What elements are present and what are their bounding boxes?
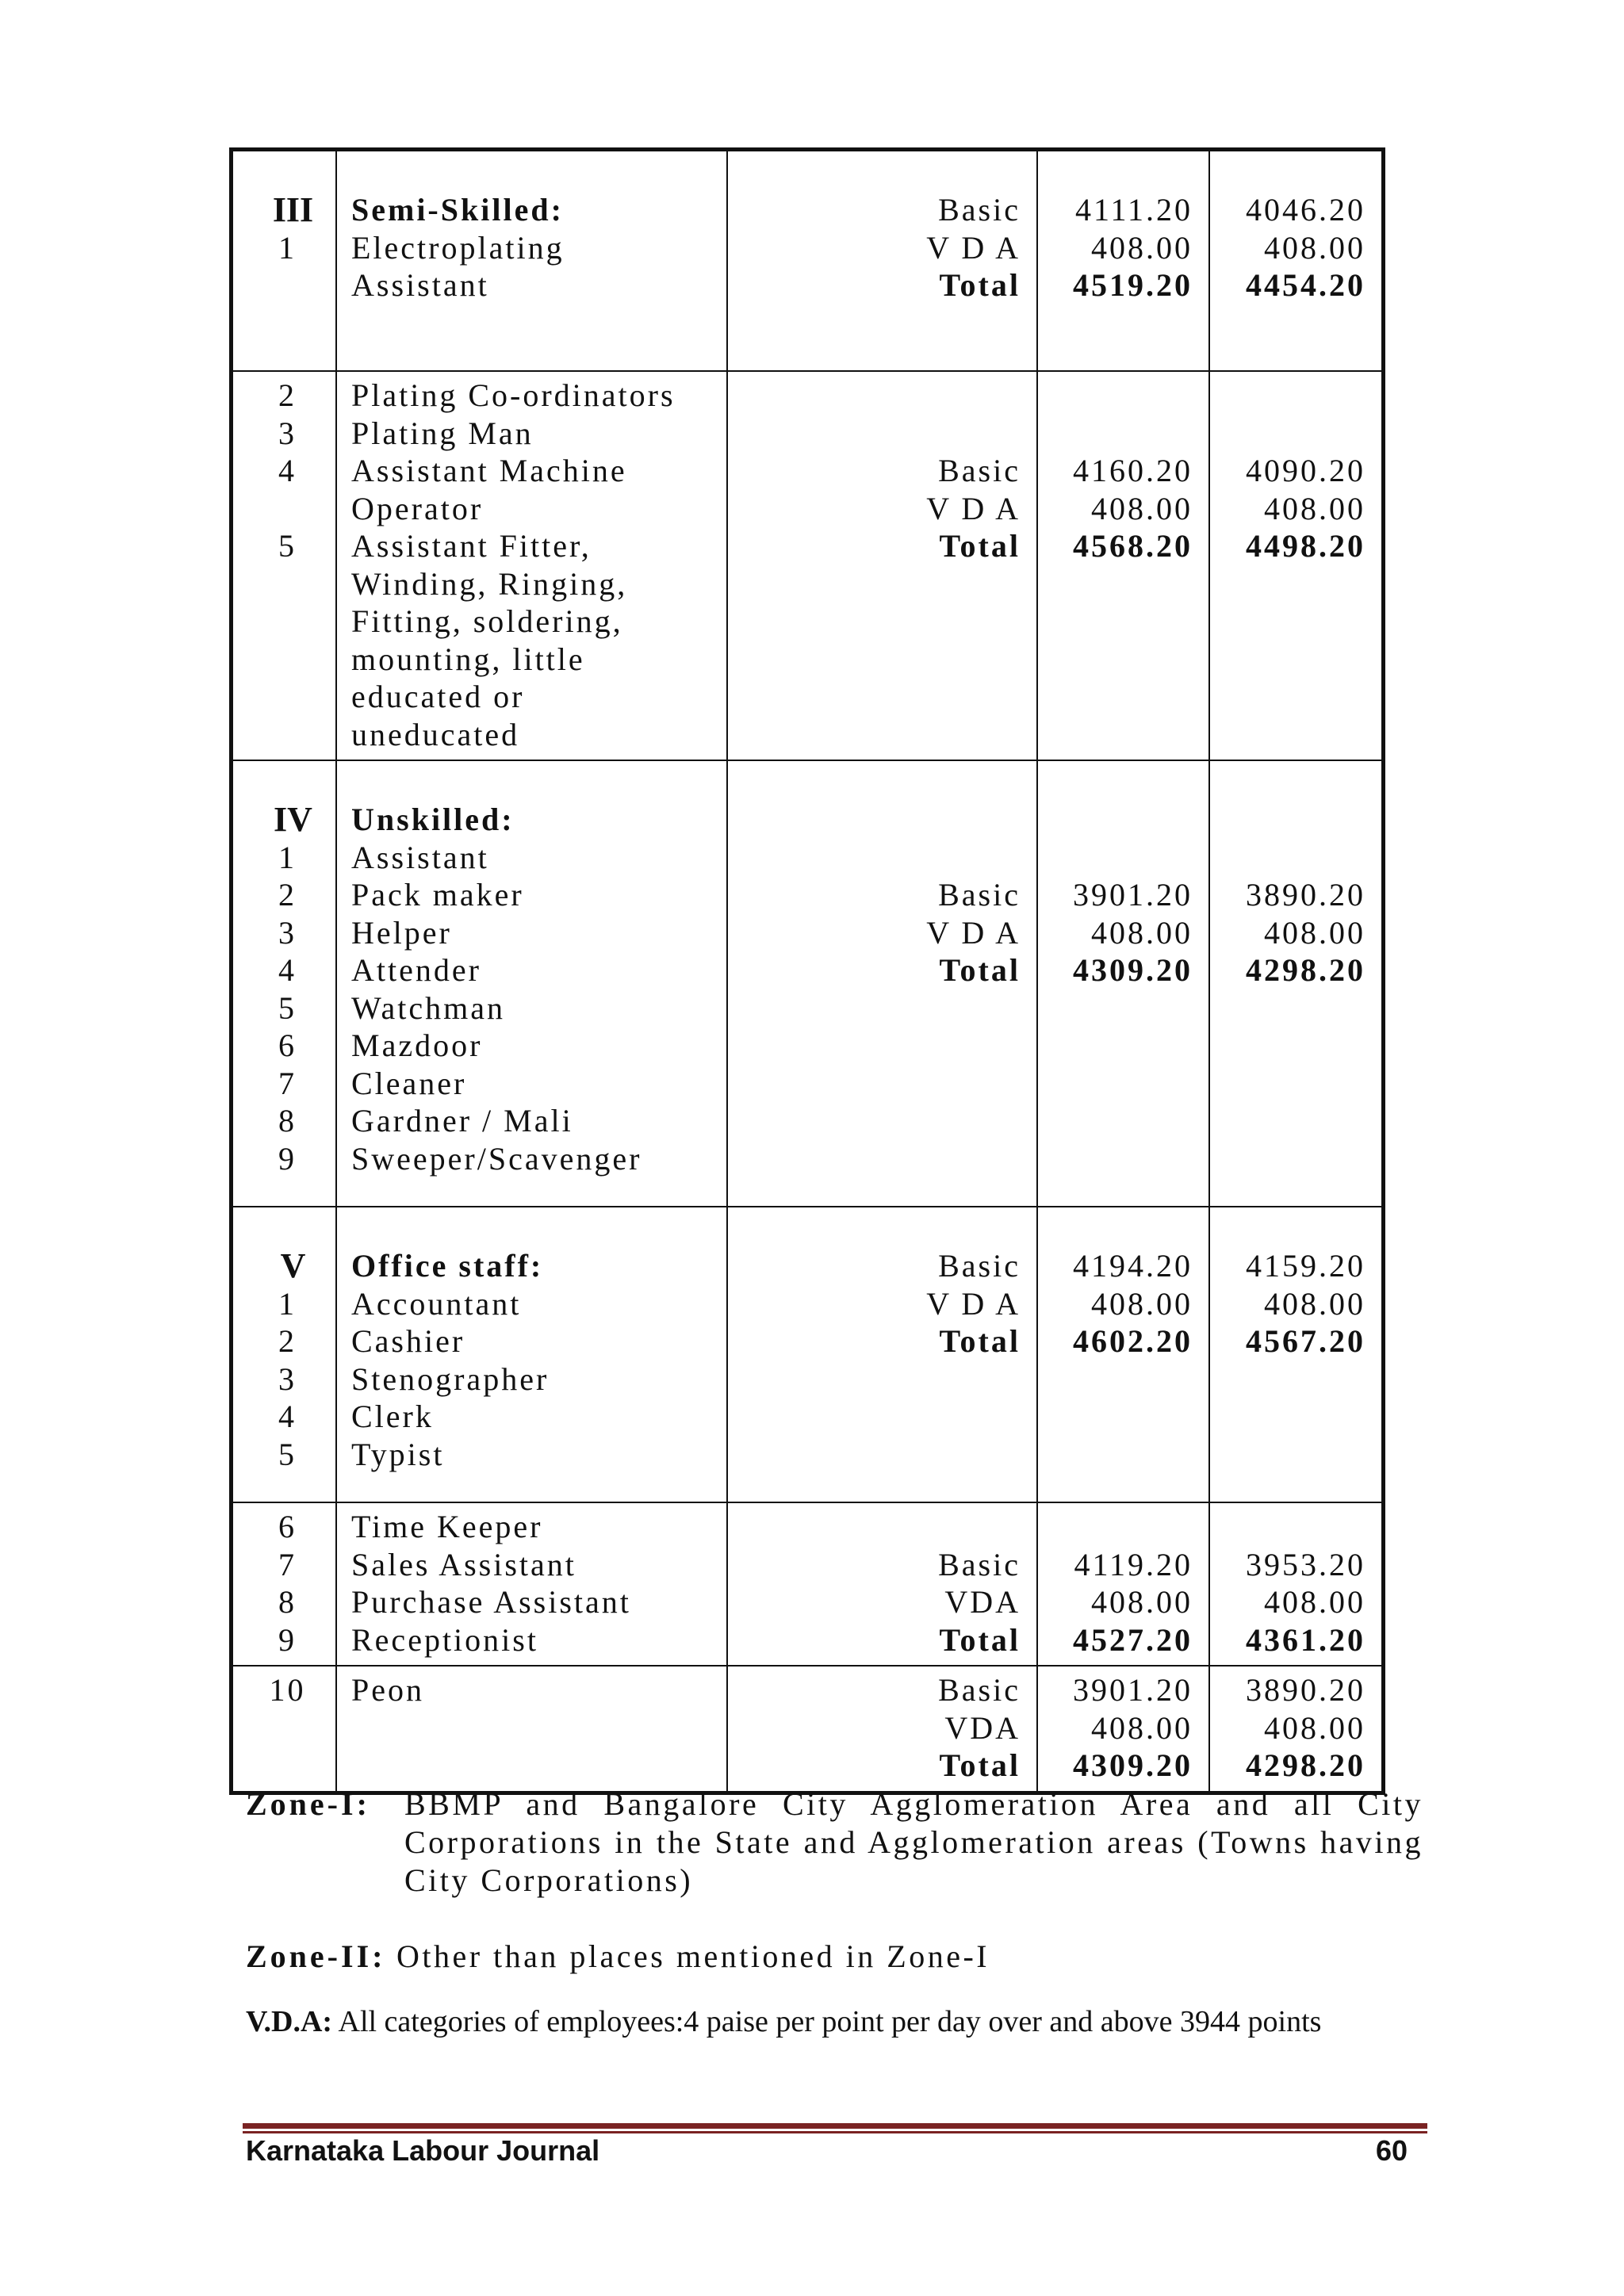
serial-number: 6 xyxy=(278,1027,297,1063)
job-title: Fitting, soldering, xyxy=(351,603,623,639)
pay-component-cell xyxy=(727,760,1037,1207)
job-title: Receptionist xyxy=(351,1621,538,1658)
zone-2-rate: 408.00 xyxy=(1264,1584,1365,1620)
zone-1-description: BBMP and Bangalore City Agglomeration Area and all City Corporations in the State and Agglomeration areas (Towns having City Corporations) xyxy=(404,1786,1423,1898)
job-title: Operator xyxy=(351,490,484,526)
vda-note xyxy=(246,2003,1419,2041)
pay-component-cell xyxy=(727,1666,1037,1793)
spacer xyxy=(1210,415,1365,453)
zone-1-rate-cell xyxy=(1037,150,1209,372)
job-title: Typist xyxy=(351,1436,445,1472)
table-row xyxy=(232,1207,1384,1502)
zone-1-rate: 408.00 xyxy=(1091,1285,1193,1322)
zone-2-rate-cell xyxy=(1209,760,1384,1207)
job-title: Sales Assistant xyxy=(351,1546,576,1582)
zone-1-rate: 408.00 xyxy=(1091,1584,1193,1620)
serial-number: 2 xyxy=(278,1323,297,1359)
table-row xyxy=(232,760,1384,1207)
zone-2-rate: 4090.20 xyxy=(1246,453,1365,488)
zone-2-rate-cell xyxy=(1209,1666,1384,1793)
pay-component-cell xyxy=(727,1502,1037,1666)
footer-rule-thick xyxy=(243,2123,1427,2129)
job-title: educated or xyxy=(351,679,525,714)
spacer xyxy=(1210,377,1365,415)
zone-1-rate: 4519.20 xyxy=(1073,267,1193,303)
serial-number: 4 xyxy=(278,1399,297,1434)
zone-2-rate-cell xyxy=(1209,371,1384,760)
serial-number: 9 xyxy=(278,1140,297,1177)
pay-component-label: VDA xyxy=(944,1709,1021,1746)
zone-2-rate: 4361.20 xyxy=(1246,1621,1365,1658)
job-title: Winding, Ringing, xyxy=(351,565,628,602)
pay-component-label: VDA xyxy=(944,1584,1021,1620)
zone-1-rate-cell xyxy=(1037,1207,1209,1502)
zone-2-note xyxy=(246,1938,1419,1976)
zone-2-rate: 408.00 xyxy=(1264,914,1365,951)
table-row xyxy=(232,1502,1384,1666)
serial-number: 5 xyxy=(278,1436,297,1472)
job-title: Pack maker xyxy=(351,877,524,913)
zone-2-rate: 3953.20 xyxy=(1246,1546,1365,1582)
serial-number: 1 xyxy=(278,229,297,266)
serial-number-cell xyxy=(232,760,337,1207)
zone-1-rate: 3901.20 xyxy=(1073,1672,1193,1708)
job-title: Electroplating xyxy=(351,229,565,266)
pay-component-cell xyxy=(727,371,1037,760)
spacer xyxy=(1210,801,1365,839)
pay-component-label: V D A xyxy=(926,914,1021,951)
zone-1-rate: 408.00 xyxy=(1091,914,1193,951)
zone-1-rate: 408.00 xyxy=(1091,490,1193,526)
job-title: Helper xyxy=(351,914,452,951)
journal-title: Karnataka Labour Journal xyxy=(246,2134,600,2167)
table-row xyxy=(232,150,1384,372)
zone-1-rate: 4309.20 xyxy=(1073,1747,1193,1783)
pay-component-label: Total xyxy=(939,1747,1021,1783)
job-description-cell xyxy=(336,1207,727,1502)
category-heading: Semi-Skilled: xyxy=(351,192,564,228)
category-numeral: IV xyxy=(274,800,312,839)
pay-component-label: Total xyxy=(939,267,1021,303)
zone-2-rate-cell xyxy=(1209,1207,1384,1502)
category-numeral: V xyxy=(280,1246,306,1285)
serial-number xyxy=(239,490,335,528)
serial-number: 3 xyxy=(278,914,297,951)
zone-2-rate: 4498.20 xyxy=(1246,528,1365,564)
zone-2-rate: 408.00 xyxy=(1264,1285,1365,1322)
zone-1-rate: 408.00 xyxy=(1091,229,1193,266)
zone-1-label: Zone-I: xyxy=(246,1786,370,1822)
job-title: Plating Co-ordinators xyxy=(351,377,676,413)
zone-2-rate: 4454.20 xyxy=(1246,267,1365,303)
serial-number xyxy=(239,641,335,679)
serial-number-cell xyxy=(232,1502,337,1666)
serial-number xyxy=(239,266,335,304)
vda-description: All categories of employees:4 paise per point per day over and above 3944 points xyxy=(332,2005,1322,2038)
pay-component-cell xyxy=(727,1207,1037,1502)
serial-number xyxy=(239,304,335,342)
serial-number xyxy=(239,678,335,716)
job-title: mounting, little xyxy=(351,641,585,677)
zone-1-rate: 4602.20 xyxy=(1073,1323,1193,1359)
serial-number: 7 xyxy=(278,1546,297,1582)
serial-number xyxy=(239,565,335,603)
serial-number: 3 xyxy=(278,1360,297,1397)
serial-number-cell xyxy=(232,371,337,760)
zone-2-rate: 408.00 xyxy=(1264,229,1365,266)
zone-2-rate: 4298.20 xyxy=(1246,952,1365,988)
serial-number: 5 xyxy=(278,989,297,1026)
zone-2-rate: 4046.20 xyxy=(1246,192,1365,228)
job-title: Clerk xyxy=(351,1399,434,1434)
zone-2-rate-cell xyxy=(1209,150,1384,372)
job-title: uneducated xyxy=(351,716,520,752)
zone-1-rate: 4309.20 xyxy=(1073,952,1193,988)
job-title: Watchman xyxy=(351,989,506,1026)
pay-component-cell xyxy=(727,150,1037,372)
serial-number: 1 xyxy=(278,1285,297,1322)
pay-component-label: Total xyxy=(939,1621,1021,1658)
page-number: 60 xyxy=(1376,2134,1408,2167)
zone-2-rate: 4567.20 xyxy=(1246,1323,1365,1359)
spacer xyxy=(728,377,1021,415)
job-title: Plating Man xyxy=(351,415,534,451)
job-title: Stenographer xyxy=(351,1360,550,1397)
zone-2-description: Other than places mentioned in Zone-I xyxy=(385,1938,990,1974)
job-title: Assistant Machine xyxy=(351,453,627,488)
pay-component-label: Total xyxy=(939,1323,1021,1359)
wage-rate-table xyxy=(229,147,1385,1795)
job-title: Assistant xyxy=(351,839,489,875)
spacer xyxy=(728,801,1021,839)
pay-component-label: V D A xyxy=(926,1285,1021,1322)
pay-component-label: Basic xyxy=(938,1672,1021,1708)
category-numeral: III xyxy=(272,190,314,229)
spacer xyxy=(1038,801,1193,839)
job-description-cell xyxy=(336,371,727,760)
zone-1-rate: 3901.20 xyxy=(1073,877,1193,913)
zone-2-rate-cell xyxy=(1209,1502,1384,1666)
spacer xyxy=(1210,1508,1365,1546)
job-description-cell xyxy=(336,1666,727,1793)
zone-2-label: Zone-II: xyxy=(246,1938,386,1974)
zone-2-rate: 3890.20 xyxy=(1246,877,1365,913)
pay-component-label: Basic xyxy=(938,877,1021,913)
serial-number: 5 xyxy=(278,528,297,564)
serial-number-cell xyxy=(232,1207,337,1502)
serial-number: 4 xyxy=(278,952,297,988)
job-title: Sweeper/Scavenger xyxy=(351,1140,642,1177)
serial-number: 9 xyxy=(278,1621,297,1658)
serial-number: 8 xyxy=(278,1584,297,1620)
spacer xyxy=(1038,415,1193,453)
serial-number: 8 xyxy=(278,1103,297,1138)
job-title: Cleaner xyxy=(351,1065,467,1101)
table-row xyxy=(232,1666,1384,1793)
serial-number xyxy=(239,716,335,754)
serial-number-cell xyxy=(232,1666,337,1793)
spacer xyxy=(1038,1508,1193,1546)
serial-number: 10 xyxy=(269,1672,306,1708)
job-title: Cashier xyxy=(351,1323,465,1359)
table-row xyxy=(232,371,1384,760)
zone-1-rate: 4160.20 xyxy=(1073,453,1193,488)
zone-1-rate: 408.00 xyxy=(1091,1709,1193,1746)
serial-number: 6 xyxy=(278,1509,297,1544)
zone-1-rate: 4194.20 xyxy=(1073,1248,1193,1284)
pay-component-label: V D A xyxy=(926,229,1021,266)
serial-number: 3 xyxy=(278,415,297,451)
job-title: Accountant xyxy=(351,1285,522,1322)
zone-1-rate: 4119.20 xyxy=(1074,1546,1193,1582)
zone-1-rate-cell xyxy=(1037,1502,1209,1666)
footer-rule-thin xyxy=(243,2131,1427,2133)
job-description-cell xyxy=(336,760,727,1207)
zone-2-rate: 4298.20 xyxy=(1246,1747,1365,1783)
job-title: Time Keeper xyxy=(351,1509,543,1544)
vda-label: V.D.A: xyxy=(246,2005,333,2038)
job-title: Purchase Assistant xyxy=(351,1584,631,1620)
pay-component-label: Basic xyxy=(938,192,1021,228)
job-description-cell xyxy=(336,1502,727,1666)
serial-number: 2 xyxy=(278,377,297,413)
serial-number: 2 xyxy=(278,877,297,913)
zone-2-rate: 3890.20 xyxy=(1246,1672,1365,1708)
zone-1-rate-cell xyxy=(1037,1666,1209,1793)
category-heading: Unskilled: xyxy=(351,802,515,837)
pay-component-label: Total xyxy=(939,952,1021,988)
zone-2-rate: 4159.20 xyxy=(1246,1248,1365,1284)
pay-component-label: Total xyxy=(939,528,1021,564)
spacer xyxy=(1038,377,1193,415)
footer-rule xyxy=(243,2123,1427,2134)
zone-1-rate: 4527.20 xyxy=(1073,1621,1193,1658)
pay-component-label: Basic xyxy=(938,1546,1021,1582)
zone-1-rate-cell xyxy=(1037,760,1209,1207)
serial-number: 4 xyxy=(278,453,297,488)
pay-component-label: Basic xyxy=(938,1248,1021,1284)
spacer xyxy=(728,1508,1021,1546)
zone-1-rate: 4568.20 xyxy=(1073,528,1193,564)
job-title: Assistant xyxy=(351,267,489,303)
spacer xyxy=(1038,839,1193,877)
zone-2-rate: 408.00 xyxy=(1264,1709,1365,1746)
zone-1-rate: 4111.20 xyxy=(1074,192,1193,228)
serial-number: 1 xyxy=(278,839,297,875)
job-title: Gardner / Mali xyxy=(351,1103,573,1138)
job-title: Mazdoor xyxy=(351,1027,483,1063)
job-title: Attender xyxy=(351,952,481,988)
pay-component-label: V D A xyxy=(926,490,1021,526)
serial-number xyxy=(239,603,335,641)
job-description-cell xyxy=(336,150,727,372)
spacer xyxy=(728,839,1021,877)
serial-number-cell xyxy=(232,150,337,372)
zone-2-rate: 408.00 xyxy=(1264,490,1365,526)
job-title: Peon xyxy=(351,1672,424,1708)
pay-component-label: Basic xyxy=(938,453,1021,488)
zone-1-rate-cell xyxy=(1037,371,1209,760)
spacer xyxy=(1210,839,1365,877)
job-title: Assistant Fitter, xyxy=(351,528,592,564)
spacer xyxy=(728,415,1021,453)
category-heading: Office staff: xyxy=(351,1248,544,1284)
serial-number: 7 xyxy=(278,1065,297,1101)
